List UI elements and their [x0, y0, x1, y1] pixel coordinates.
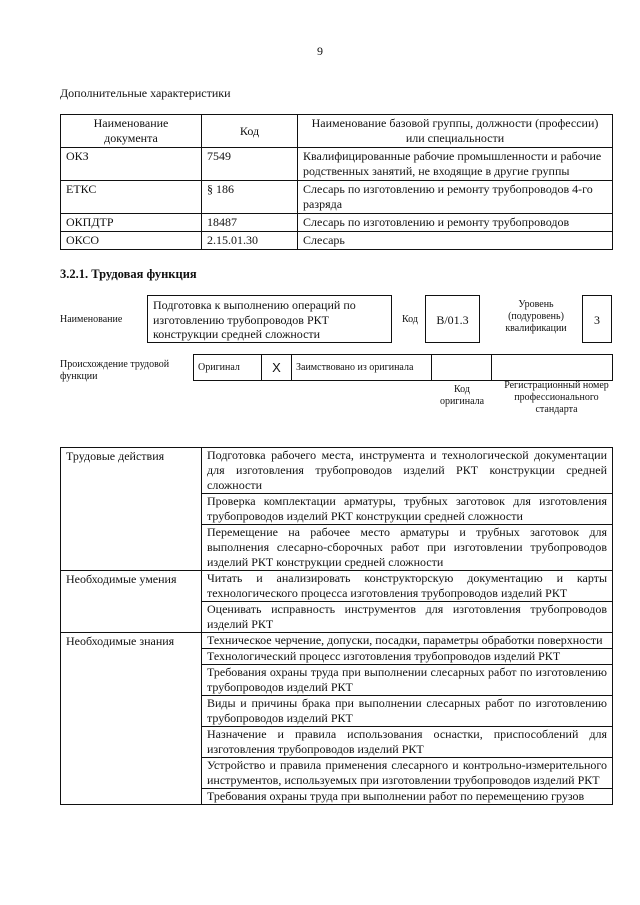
original-mark: X: [262, 355, 292, 381]
function-heading: 3.2.1. Трудовая функция: [60, 267, 197, 281]
name-cell: Слесарь: [298, 232, 613, 250]
list-item: Назначение и правила использования оснастки, приспособлений для изготовления трубопроводов изделий РКТ: [202, 727, 613, 758]
characteristics-table: [60, 114, 613, 250]
function-code-box: B/01.3: [425, 295, 480, 343]
header-group-name: Наименование базовой группы, должности (профессии) или специальности: [298, 115, 613, 148]
list-item: Требования охраны труда при выполнении работ по перемещению грузов: [202, 789, 613, 805]
code-cell: 7549: [202, 148, 298, 181]
header-document: Наименование документа: [61, 115, 202, 148]
list-item: Требования охраны труда при выполнении слесарных работ по изготовлению трубопроводов изделий РКТ: [202, 665, 613, 696]
list-item: Читать и анализировать конструкторскую документацию и карты технологического процесса изготовления трубопроводов изделий РКТ: [202, 571, 613, 602]
knowledge-label: Необходимые знания: [61, 633, 202, 805]
qualification-level-label: Уровень (подуровень) квалификации: [505, 299, 567, 334]
list-item: Виды и причины брака при выполнении слесарных работ по изготовлению трубопроводов изделий РКТ: [202, 696, 613, 727]
reg-number-caption: Регистрационный номер профессионального стандарта: [504, 380, 609, 415]
table-row: [61, 148, 613, 181]
code-original-caption: Код оригинала: [439, 384, 485, 407]
list-item: Подготовка рабочего места, инструмента и технологической документации для изготовления трубопроводов изделий РКТ конструкции средней сложности: [202, 448, 613, 494]
code-label: Код: [402, 314, 418, 325]
code-cell: § 186: [202, 181, 298, 214]
table-row: [61, 181, 613, 214]
list-item: Перемещение на рабочее место арматуры и трубных заготовок для выполнения слесарно-сборочных работ при изготовлении трубопроводов изделий РКТ конструкции средней сложности: [202, 525, 613, 571]
doc-cell: ОКПДТР: [61, 214, 202, 232]
code-cell: 2.15.01.30: [202, 232, 298, 250]
function-details-table: [60, 447, 613, 805]
table-row: [61, 633, 613, 649]
list-item: Технологический процесс изготовления трубопроводов изделий РКТ: [202, 649, 613, 665]
name-cell: Слесарь по изготовлению и ремонту трубопроводов 4-го разряда: [298, 181, 613, 214]
labor-actions-label: Трудовые действия: [61, 448, 202, 571]
function-name-box: Подготовка к выполнению операций по изготовлению трубопроводов РКТ конструкции средней сложности: [147, 295, 392, 343]
code-original-cell: [432, 355, 492, 381]
qualification-level-box: 3: [582, 295, 612, 343]
origin-label: Происхождение трудовой функции: [60, 359, 170, 382]
original-label: Оригинал: [194, 355, 262, 381]
list-item: Оценивать исправность инструментов для изготовления трубопроводов изделий РКТ: [202, 602, 613, 633]
section-caption: Дополнительные характеристики: [60, 86, 231, 100]
list-item: Устройство и правила применения слесарного и контрольно-измерительного инструментов, используемых при изготовлении трубопроводов изделий РКТ: [202, 758, 613, 789]
borrowed-label: Заимствовано из оригинала: [292, 355, 432, 381]
characteristics-header-row: [61, 115, 613, 148]
code-cell: 18487: [202, 214, 298, 232]
table-row: [61, 571, 613, 602]
table-row: [61, 448, 613, 494]
table-row: [61, 232, 613, 250]
skills-label: Необходимые умения: [61, 571, 202, 633]
header-code: Код: [202, 115, 298, 148]
name-label: Наименование: [60, 314, 123, 325]
table-row: [61, 214, 613, 232]
doc-cell: ОКЗ: [61, 148, 202, 181]
name-cell: Слесарь по изготовлению и ремонту трубопроводов: [298, 214, 613, 232]
list-item: Проверка комплектации арматуры, трубных заготовок для изготовления трубопроводов изделий РКТ конструкции средней сложности: [202, 494, 613, 525]
list-item: Техническое черчение, допуски, посадки, параметры обработки поверхности: [202, 633, 613, 649]
doc-cell: ЕТКС: [61, 181, 202, 214]
reg-number-cell: [492, 355, 613, 381]
doc-cell: ОКСО: [61, 232, 202, 250]
page-number: 9: [317, 44, 323, 58]
name-cell: Квалифицированные рабочие промышленности и рабочие родственных занятий, не входящие в другие группы: [298, 148, 613, 181]
origin-row: [194, 355, 613, 381]
origin-table: [193, 354, 613, 381]
